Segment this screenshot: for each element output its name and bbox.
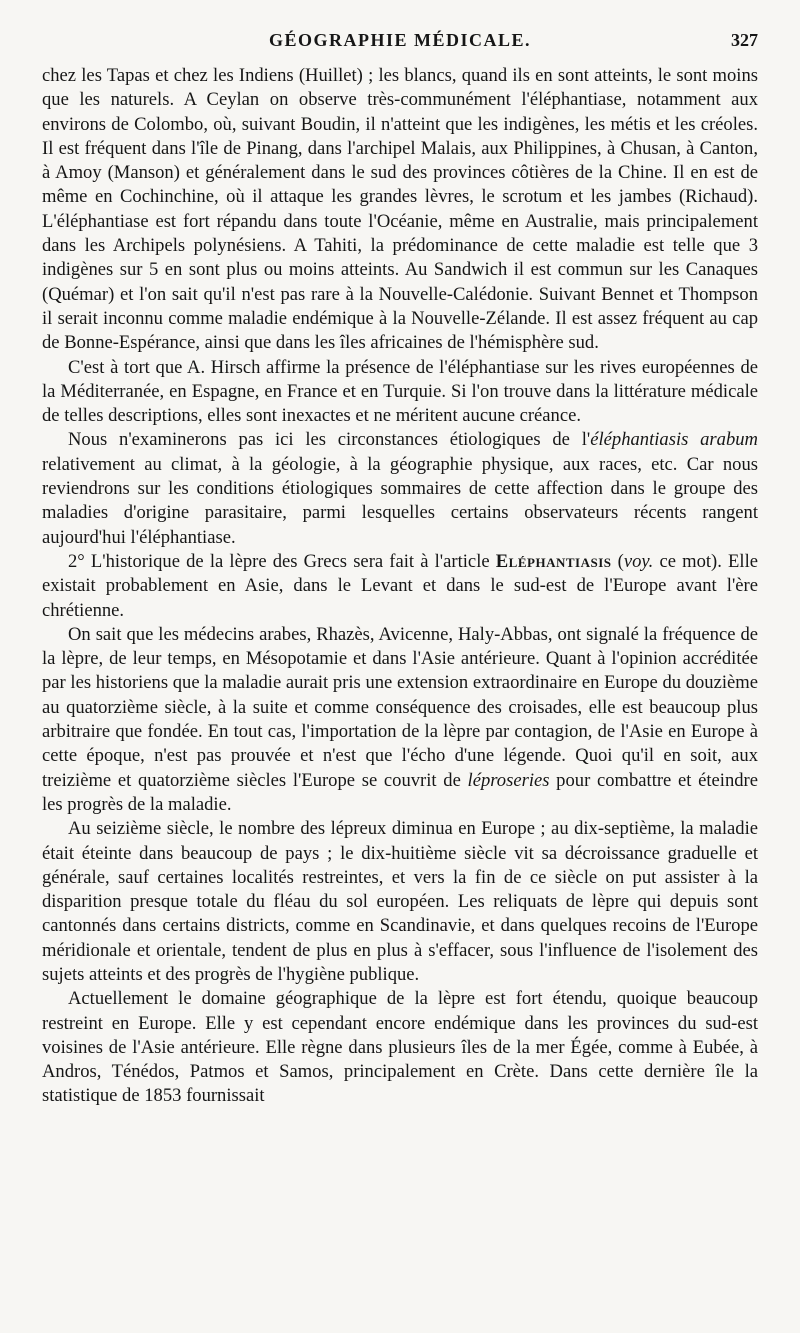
text-segment: Nous n'examinerons pas ici les circonstances étiologiques de l': [68, 429, 591, 451]
text-segment: pour combattre et éteindre les progrès de la maladie.: [42, 769, 758, 815]
paragraph: [42, 550, 758, 623]
paragraph: [42, 817, 758, 987]
text-segment: Actuellement le domaine géographique de la lèpre est fort étendu, quoique beaucoup restreint en Europe. Elle y est cependant encore endémique dans les provinces du sud-est voisines de l'Asie antérieure. Elle règne dans plusieurs îles de la mer Égée, comme à Eubée, à Andros, Ténédos, Patmos et Samos, principalement en Crète. Dans cette dernière île la statistique de 1853 fournissait: [42, 988, 758, 1107]
paragraph: [42, 356, 758, 429]
page-header: [42, 28, 758, 54]
running-title: GÉOGRAPHIE MÉDICALE.: [268, 30, 532, 50]
text-segment: C'est à tort que A. Hirsch affirme la présence de l'éléphantiase sur les rives européennes de la Méditerranée, en Espagne, en France et en Turquie. Si l'on trouve dans la littérature médicale de telles descriptions, elles sont inexactes et ne méritent aucune créance.: [42, 356, 758, 427]
text-segment: 2° L'historique de la lèpre des Grecs sera fait à l'article: [68, 550, 496, 572]
small-caps-term: Eléphantiasis: [495, 550, 612, 572]
text-segment: relativement au climat, à la géologie, à la géographie physique, aux races, etc. Car nous reviendrons sur les conditions étiologiques sommaires de cette affection dans le groupe des maladies d'origine parasitaire, parmi lesquelles certains observateurs récents rangent aujourd'hui l'éléphantiase.: [42, 453, 758, 548]
body-text: [42, 64, 758, 1109]
paragraph: [42, 623, 758, 817]
text-segment: Au seizième siècle, le nombre des lépreux diminua en Europe ; au dix-septième, la maladie était éteinte dans beaucoup de pays ; le dix-huitième siècle vit sa décroissance graduelle et générale, sauf certaines localités restreintes, et vers la fin de ce siècle on put assister à la disparition presque totale du fléau du sol européen. Les reliquats de lèpre qui depuis sont cantonnés dans certains districts, comme en Scandinavie, et dans quelques recoins de l'Europe méridionale et orientale, tendent de plus en plus à s'effacer, sous l'influence de l'isolement des sujets atteints et des progrès de l'hygiène publique.: [42, 818, 758, 985]
page-number: 327: [731, 30, 758, 50]
italic-term: éléphantiasis arabum: [590, 429, 758, 451]
text-segment: ce mot). Elle existait probablement en Asie, dans le Levant et dans le sud-est de l'Europe avant l'ère chrétienne.: [42, 550, 758, 621]
text-segment: chez les Tapas et chez les Indiens (Huillet) ; les blancs, quand ils en sont atteints, le sont moins que les naturels. A Ceylan on observe très-communément l'éléphantiase, notamment aux environs de Colombo, où, suivant Boudin, il n'atteint que les indigènes, les métis et les créoles. Il est fréquent dans l'île de Pinang, dans l'archipel Malais, aux Philippines, à Chusan, à Canton, à Amoy (Manson) et généralement dans le sud des provinces côtières de la Chine. Il en est de même en Cochinchine, où il attaque les grandes lèvres, le scrotum et les jambes (Richaud). L'éléphantiase est fort répandu dans toute l'Océanie, même en Australie, mais principalement dans les Archipels polynésiens. A Tahiti, la prédominance de cette maladie est telle que 3 indigènes sur 5 en sont plus ou moins atteints. Au Sandwich il est commun sur les Canaques (Quémar) et l'on sait qu'il n'est pas rare à la Nouvelle-Calédonie. Suivant Bennet et Thompson il serait inconnu comme maladie endémique à la Nouvelle-Zélande. Il est assez fréquent au cap de Bonne-Espérance, ainsi que dans les îles africaines de l'hémisphère sud.: [42, 65, 758, 354]
paragraph: [42, 428, 758, 549]
italic-term: voy.: [623, 550, 654, 572]
paragraph: [42, 64, 758, 356]
text-segment: (: [611, 550, 624, 572]
paragraph: [42, 987, 758, 1108]
text-segment: On sait que les médecins arabes, Rhazès, Avicenne, Haly-Abbas, ont signalé la fréquence de la lèpre, de leur temps, en Mésopotamie et dans l'Asie antérieure. Quant à l'opinion accréditée par les historiens que la maladie aurait pris une extension extraordinaire en Europe du douzième au quatorzième siècle, à la suite et comme conséquence des croisades, elle est beaucoup plus arbitraire que fondée. En tout cas, l'importation de la lèpre par contagion, de l'Asie en Europe à cette époque, n'est pas prouvée et n'est que l'écho d'une légende. Quoi qu'il en soit, aux treizième et quatorzième siècles l'Europe se couvrit de: [42, 623, 758, 791]
italic-term: léproseries: [467, 769, 550, 791]
